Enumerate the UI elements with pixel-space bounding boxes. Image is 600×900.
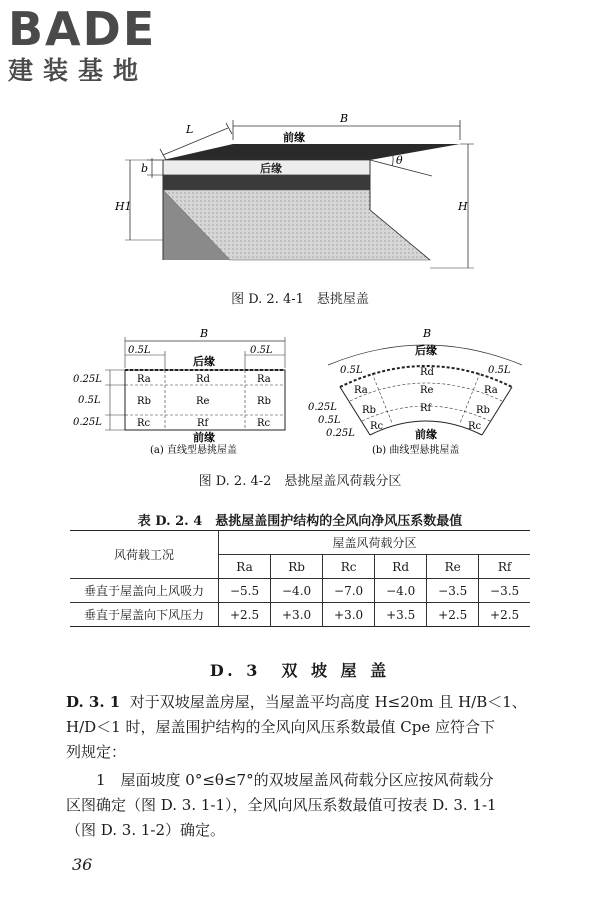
table-cell: +3.0 (323, 603, 375, 627)
right-row-dim-mid: 0.5L (318, 415, 341, 426)
curve-zone-Ra-right: Ra (484, 385, 498, 396)
right-back-edge: 后缘 (415, 344, 437, 357)
zone-Ra-left: Ra (137, 374, 151, 385)
curve-zone-Rc-right: Rc (468, 421, 482, 432)
col-header: Rf (479, 555, 530, 579)
left-half-L-left: 0.5L (128, 345, 151, 356)
label-front-edge: 前缘 (283, 131, 305, 144)
dim-B: B (340, 112, 349, 125)
curve-zone-Rb-left: Rb (362, 405, 376, 416)
left-row-dim-top: 0.25L (73, 374, 102, 385)
table-row (70, 579, 530, 603)
p2-line2: 区图确定（图 D. 3. 1-1），全风向风压系数最值可按表 D. 3. 1-1 (66, 796, 497, 814)
curve-zone-Ra-left: Ra (354, 385, 368, 396)
dim-L: L (186, 123, 194, 136)
table-row (70, 603, 530, 627)
col-header: Rd (375, 555, 427, 579)
left-row-dim-bot: 0.25L (73, 417, 102, 428)
brand-subtitle: 建装基地 (8, 56, 149, 85)
paragraph-d31 (66, 690, 536, 765)
roof-top-surface (163, 144, 460, 160)
col-header: Rc (323, 555, 375, 579)
right-half-L-left: 0.5L (340, 365, 363, 376)
table-title: 表 D. 2. 4 悬挑屋盖围护结构的全风向净风压系数最值 (137, 514, 463, 529)
left-subcaption: (a) 直线型悬挑屋盖 (150, 445, 237, 456)
col-header: Re (427, 555, 479, 579)
right-dim-B: B (423, 327, 432, 340)
row-label: 垂直于屋盖向上风吸力 (70, 579, 219, 603)
left-front-edge: 前缘 (193, 431, 215, 444)
curve-zone-Rc-left: Rc (370, 421, 384, 432)
zone-Rc-right: Rc (257, 418, 271, 429)
col-header: Rb (271, 555, 323, 579)
zone-Rf: Rf (197, 418, 209, 429)
row-label: 垂直于屋盖向下风压力 (70, 603, 219, 627)
table-cell: +3.5 (375, 603, 427, 627)
zone-Ra-right: Ra (257, 374, 271, 385)
section-title: D. 3 双 坡 屋 盖 (209, 661, 391, 680)
right-row-dim-top: 0.25L (308, 402, 337, 413)
table-cell: +2.5 (219, 603, 271, 627)
label-back-edge: 后缘 (260, 162, 282, 175)
p2-line1: 1 屋面坡度 0°≤θ≤7°的双坡屋盖风荷载分区应按风荷载分 (96, 771, 494, 789)
clause-number: D. 3. 1 (66, 693, 121, 711)
table-cell: −5.5 (219, 579, 271, 603)
right-subcaption: (b) 曲线型悬挑屋盖 (372, 445, 460, 456)
curve-zone-Re: Re (420, 385, 434, 396)
roof-edge-band (163, 175, 370, 190)
p2-line3: （图 D. 3. 1-2）确定。 (66, 821, 226, 839)
wind-coefficient-table (70, 530, 530, 627)
p1-line3: 列规定： (66, 743, 127, 761)
left-dim-B: B (200, 327, 209, 340)
dim-b: b (141, 162, 149, 175)
zone-Rc-left: Rc (137, 418, 151, 429)
dim-H: H (458, 200, 468, 213)
figure2-caption: 图 D. 2. 4-2 悬挑屋盖风荷载分区 (198, 474, 402, 489)
right-half-L-right: 0.5L (488, 365, 511, 376)
figure-wind-zones (0, 325, 600, 460)
curve-zone-Rb-right: Rb (476, 405, 490, 416)
table-cell: −7.0 (323, 579, 375, 603)
figure1-caption: 图 D. 2. 4-1 悬挑屋盖 (231, 292, 369, 307)
table-cell: +2.5 (427, 603, 479, 627)
brand-logo: BADE (8, 2, 157, 56)
table-cell: −3.5 (427, 579, 479, 603)
right-front-edge: 前缘 (415, 428, 437, 441)
col-header: Ra (219, 555, 271, 579)
group-header-cell: 屋盖风荷载分区 (219, 531, 531, 555)
zone-Rd: Rd (196, 374, 210, 385)
p1-line1: 对于双坡屋盖房屋，当屋盖平均高度 H≤20m 且 H/B＜1、 (129, 693, 527, 711)
curve-zone-Rf: Rf (420, 403, 432, 414)
angle-theta: θ (396, 154, 403, 167)
left-back-edge: 后缘 (193, 355, 215, 368)
table-cell: −4.0 (375, 579, 427, 603)
row-header-cell: 风荷载工况 (70, 531, 219, 579)
left-row-dim-mid: 0.5L (78, 395, 101, 406)
right-row-dim-bot: 0.25L (326, 428, 355, 439)
table-cell: −3.5 (479, 579, 530, 603)
page-number: 36 (72, 855, 93, 874)
zone-Rb-left: Rb (137, 396, 151, 407)
zone-Re: Re (196, 396, 210, 407)
table-cell: −4.0 (271, 579, 323, 603)
curve-zone-Rd: Rd (420, 367, 434, 378)
table-cell: +3.0 (271, 603, 323, 627)
left-half-L-right: 0.5L (250, 345, 273, 356)
paragraph-item-1 (66, 768, 536, 843)
figure-cantilever-roof (0, 0, 600, 275)
p1-line2: H/D＜1 时，屋盖围护结构的全风向风压系数最值 Cpe 应符合下 (66, 718, 495, 736)
zone-Rb-right: Rb (257, 396, 271, 407)
table-cell: +2.5 (479, 603, 530, 627)
dim-H1: H1 (115, 200, 132, 213)
